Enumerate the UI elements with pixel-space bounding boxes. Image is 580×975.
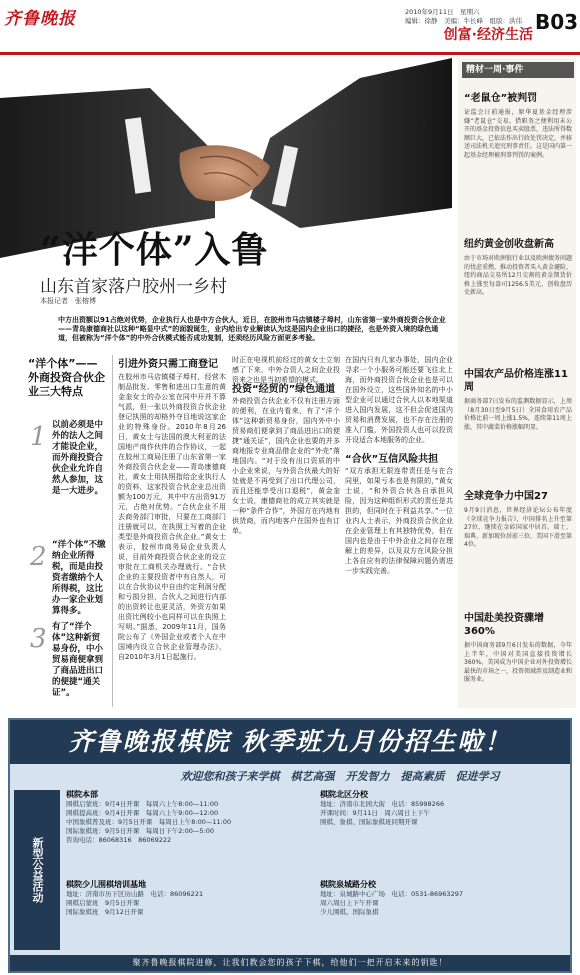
sidebar-item-body: 9月9日消息，世界经济论坛公布年度《全球竞争力报告》，中国排名上升至第27位，继续在金砖国家中居首。瑞士、瑞典、新加坡位居前三位，美国下滑至第4位。: [464, 507, 573, 548]
feature-number: 1: [30, 422, 47, 452]
ad-block-youth: [66, 880, 306, 945]
feature-text: 以前必须是中外的法人之间才能设企业，而外商投资合伙企业允许自然人参加，这是一大进步。: [52, 420, 104, 496]
ad-block-name: 棋院少儿围棋培训基地: [66, 880, 146, 889]
sidebar-item-body: 由于市场对欧洲银行业以及欧洲债务问题的忧虑重燃，推动投资者买入黄金避险，纽约商品交易所12月交割的黄金期货价格上涨至每盎司1256.5美元，创收盘历史新高。: [464, 255, 573, 296]
sidebar-item-title: 纽约黄金创收盘新高: [464, 239, 554, 250]
sidebar-item: [464, 490, 572, 595]
article-byline: 本报记者 张榕博: [40, 297, 96, 305]
ad-slogan: 欢迎您和孩子来学棋 棋艺高强 开发智力 提高素质 促进学习: [180, 770, 500, 783]
ad-footer: 聚齐鲁晚报棋院进修，让我们教会您的孩子下棋，给他们一把开启未来的钥匙！: [10, 955, 570, 971]
sidebar-item-title: 全球竞争力中国27: [464, 491, 548, 502]
ad-block-line: 地址：济南市历下区历山路 电话：86096221: [66, 890, 204, 898]
ad-block-line: 少儿围棋、国际象棋: [320, 908, 379, 916]
sidebar-item-body: 据中国商务部9月6日发布的数据，今年上半年，中国对美国直接投资增长360%，美国成为中国企业对外投资增长最快的市场之一，投资领域涉及制造业和服务业。: [464, 642, 573, 683]
ad-block-name: 棋院泉城路分校: [320, 880, 376, 889]
column-divider: [112, 355, 113, 707]
ad-block-line: 国际象棋班：9月5日开课 每周日下午2:00—5:00: [66, 827, 214, 835]
ad-block-name: 棋院本部: [66, 790, 98, 799]
ad-block-line: 国际象棋班 9月12日开课: [66, 908, 144, 916]
editors-line: 编辑：徐静 美编：牛长峰 组版：洪伟: [405, 17, 522, 25]
sidebar-item-body: 证监会日前通报，原华夏基金经理涉嫌“老鼠仓”交易，借职务之便利用未公开的基金投资信息买卖股票，违法所得数额巨大，已依法作出行政处罚决定，并移送司法机关追究刑事责任。这是国内第一起基金经理被刑事判罚的案例。: [464, 109, 573, 159]
feature-text: “洋个体”不缴纳企业所得税，而是由投资者缴纳个人所得税，这比办一家企业划算得多。: [52, 540, 106, 616]
ad-block-north: [320, 790, 565, 855]
section-heading-2: 投资“经贸的”绿色通道: [232, 384, 336, 395]
ad-block-line: 围棋、象棋、国际象棋班同期开课: [320, 818, 418, 826]
ad-title: 齐鲁晚报棋院 秋季班九月份招生啦！: [68, 727, 512, 756]
body-column-2: 外商投资合伙企业不仅有注册方面的便利，在业内看来，有了“洋个体”这种新贸易身份，国内外中小贸易商们便拿到了商品进出口的便捷“通关证”，国内企业也要的并多商地报专业商品借企业的“外壳”落地国内。“对于没有出口资质的中小企业来说，与外资合伙最大的好处就是不再受到了出口代理公司，而且还能享受出口退税”，黄金奎女士说，康德商社的成立其实就是一种“条件合作”，外国方在内地有供货商，而内地客户在国外也有订单。: [232, 397, 340, 535]
sidebar-item-title: “老鼠仓”被判罚: [464, 93, 538, 104]
body-column-3-intro: 在国内只有几家办事处，国内企业寻求一个小服务可能还要飞往北上海，而外商投资合伙企业也是可以在国外设立，这些国外知名的中小型企业可以通过合伙人以本地渠道进入国内发展，这不但会促进国内贸易和消费发展，也不存在注册的准入门槛，外国投资人也可以投资开设适合本地服务的企业。: [345, 356, 453, 444]
feature-number: 2: [30, 542, 47, 572]
header-rule: [0, 52, 580, 55]
sidebar-item: [464, 92, 572, 209]
body-column-2-intro: 时正在电视机前经过的黄女士立刻感了下来，中外合资人之间企业投资来之也是当初希望的模式。: [232, 356, 340, 384]
sidebar-item: [464, 368, 572, 460]
ad-block-main: [66, 790, 306, 865]
body-column-1: 在胶州市马店镇楼子埠村，经营木制品批发、零售和进出口生意的黄金奎女士的办公室在同中开并不算气派，但一张以外商投资合伙企业登记执照的却格外夺目地说这家企业的特殊身份。2010年8月26日，黄女士与法国的澳大利亚的法国地产商作伙伴的合作协议，一起在胶州工商局注册了山东省第一家外商投资合伙企业——青岛康德商社，黄女士用执照指给企业执行人的资料，这家投资合伙企业总出资额为100万元，其中中方出资91万元，占绝对优势。“合伙企业不用去商务部门审批，只要在工商部门注册就可以，在执照上写着的企业类型是外商投资合伙企业。”黄女士表示，胶州市商务局企业负责人说，目前外商投资合伙企业的设立审批在工商机关办理就行。“合伙企业的主要投资者中有自然人，可以在合伙协议中自由约定利润分配和亏损分担，合伙人之间进行内部的出资转让也更灵活，外资方如果出资比例较小也同样可以在执照上写明。”据悉，2009年11月，国务院公布了《外国企业或者个人在中国境内设立合伙企业管理办法》，自2010年3月1日起施行。: [118, 373, 226, 661]
feature-number: 3: [30, 624, 47, 654]
section-heading-1: 引进外资只需工商登记: [118, 359, 218, 370]
ad-block-line: 地址：济南市北园大街 电话：85998266: [320, 800, 445, 808]
ad-block-name: 棋院北区分校: [320, 790, 368, 799]
feature-item-2: [30, 540, 108, 617]
page-number: B03: [535, 10, 579, 34]
feature-item-1: [30, 420, 108, 497]
ad-block-line: 围棋提高班：9月4日开课 每周六上午9:00—12:00: [66, 809, 219, 817]
ad-block-quancheng: [320, 880, 565, 945]
sidebar-item: [464, 238, 572, 347]
article-subheadline: 山东首家落户胶州一乡村: [40, 277, 227, 297]
sidebar-item-title: 中国赴美投资骤增360%: [464, 613, 544, 637]
sidebar-item: [464, 612, 572, 712]
feature-item-3: [30, 622, 108, 699]
features-title: “洋个体”——外商投资合伙企业三大特点: [28, 357, 105, 398]
date-line: 2010年9月11日 星期六: [405, 8, 480, 16]
ad-block-line: 中国象棋普及班：9月5日开课 每周日上午8:00—11:00: [66, 818, 232, 826]
section-title: 创富·经济生活: [443, 27, 533, 43]
ad-block-line: 围棋启蒙班：9月4日开课 每周六上午8:00—11:00: [66, 800, 219, 808]
body-column-3: “双方承担无限连带责任是与在合同里，如果亏本也是有限的，”黄女士说，“和外资合伙各自承担风险，因为这种组织形式的责任是共担的，但同时在于利益共享。”一位业内人士表示，外商投资合伙企业在企业管理上有其独特优势，但在国内也是由于中外企业之间存在理解上的差异，以及双方在风险分担上各自应有的法律保障问题仍需进一步实践完善。: [345, 467, 453, 575]
ad-side-banner: 新型公益活动: [14, 790, 60, 950]
feature-text: 有了“洋个体”这种新贸易身份，中小贸易商便拿到了商品进出口的便捷“通关证”。: [52, 622, 104, 698]
masthead-logo: 齐鲁晚报: [4, 9, 76, 29]
ad-block-line: 围棋启蒙班 9月5日开课: [66, 899, 140, 907]
sidebar-item-title: 中国农产品价格连涨11周: [464, 369, 568, 393]
ad-block-line: 地址：泉城路中心广场 电话：0531-86963297: [320, 890, 463, 898]
article-lead: 中方出资额以91占绝对优势，企业执行人也是中方合伙人，近日，在胶州市马店镇楼子埠村，山东省第一家外商投资合伙企业——青岛康德商社以这种“略显中式”的面貌诞生，业内给出专业解读认为这是国内企业出口的捷径，也是外资入境的绿色通道，但被称为“洋个体”的中外合伙模式能否成功复制，还须经历风险方面更多考验。: [58, 316, 446, 342]
section-heading-3: “合伙”互信风险共担: [345, 454, 439, 465]
sidebar-item-body: 据商务部7日发布的监测数据显示，上周（8月30日至9月5日）全国食用农产品价格比前一周上涨1.5%，连续第11周上涨，其中蔬菜价格涨幅明显。: [464, 398, 572, 431]
ad-block-line: 咨询电话：86068316 86069222: [66, 836, 172, 844]
sidebar-header: 精材一周·事件: [462, 62, 574, 78]
ad-block-line: 周六周日上下午开课: [320, 899, 379, 907]
article-headline: “洋个体”入鲁: [40, 229, 269, 271]
ad-block-line: 开课时间：9月11日 周六周日上下午: [320, 809, 430, 817]
